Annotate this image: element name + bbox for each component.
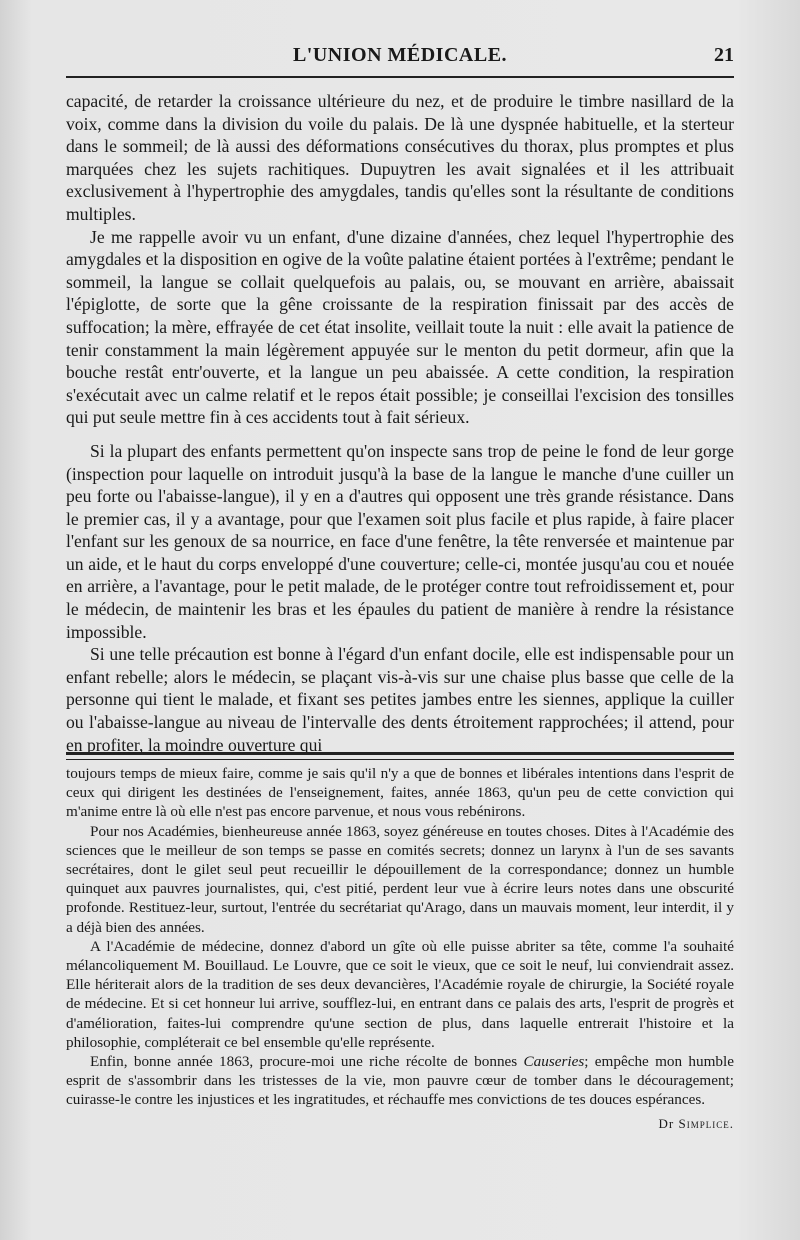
- main-paragraph: capacité, de retarder la croissance ultérieure du nez, et de produire le timbre nasillard de la voix, comme dans la division du voile du palais. De là une dyspnée habituelle, et la sterteur dans le sommeil; de là aussi des déformations consécutives du thorax, plus promptes et plus marquées chez les sujets rachitiques. Dupuytren les avait signalées et il les attribuait exclusivement à l'hypertrophie des amygdales, tandis qu'elles sont la résultante de conditions multiples.: [66, 91, 734, 224]
- main-paragraph: Si une telle précaution est bonne à l'égard d'un enfant docile, elle est indispensable pour un enfant rebelle; alors le médecin, se plaçant vis-à-vis sur une chaise plus basse que celle de la personne qui tient le malade, et fixant ses petites jambes entre les siennes, applique la cuiller ou l'abaisse-langue au niveau de l'intervalle des dents étroitement rapprochées; il attend, pour en profiter, la moindre ouverture qui: [66, 644, 734, 755]
- running-title: L'UNION MÉDICALE.: [292, 44, 508, 66]
- section-separator-rule: [66, 752, 734, 760]
- signature: [66, 1114, 734, 1133]
- main-paragraph: Je me rappelle avoir vu un enfant, d'une dizaine d'années, chez lequel l'hypertrophie des amygdales et la disposition en ogive de la voûte palatine étaient portées à l'extrême; pendant le sommeil, la langue se collait quelquefois au palais, ou, se mouvant en arrière, abaissait l'épiglotte, de sorte que la gêne croissante de la respiration finissait par des accès de suffocation; la mère, effrayée de cet état insolite, veillait toute la nuit : elle avait la patience de tenir constamment la main légèrement appuyée sur le menton du petit dormeur, afin que la bouche restât entr'ouverte, et la langue un peu abaissée. A cette condition, la respiration s'exécutait avec un calme relatif et le repos était possible; je conseillai l'excision des tonsilles qui put seule mettre fin à ces accidents tout à fait sérieux.: [66, 226, 734, 428]
- causeries-italic: Causeries: [523, 1053, 585, 1071]
- feuilleton-text: [66, 764, 734, 1133]
- page-number: 21: [714, 44, 734, 66]
- feuilleton-paragraph: [66, 1052, 734, 1110]
- feuilleton-text-run: Enfin, bonne année 1863, procure-moi une riche récolte de bonnes: [90, 1053, 524, 1071]
- feuilleton-paragraph: A l'Académie de médecine, donnez d'abord un gîte où elle puisse abriter sa tête, comme l'a souhaité mélancoliquement M. Bouillaud. Le Louvre, que ce soit le vieux, que ce soit le neuf, lui conviendrait assez. Elle hériterait alors de la tradition de ses deux devancières, l'Académie royale de chirurgie, la Société royale de médecine. Et si cet honneur lui arrive, soufflez-lui, en entrant dans ce palais des arts, l'esprit de progrès et d'amélioration, faites-lui comprendre qu'une section de plus, dans laquelle entrerait l'histoire et la philosophie, compléterait ce bel ensemble qu'elle représente.: [66, 937, 734, 1051]
- feuilleton-paragraph: Pour nos Académies, bienheureuse année 1863, soyez généreuse en toutes choses. Dites à l'Académie des sciences que le meilleur de son temps se passe en comités secrets; donnez un larynx à l'un de ses savants secrétaires, dont le gilet seul peut recueillir le dépouillement de la correspondance; donnez un humble quinquet aux pauvres journalistes, qui, c'est pitié, perdent leur vue à écrire leurs notes dans une obscurité profonde. Restituez-leur, surtout, l'entrée du secrétariat qu'Arago, dans un mauvais moment, leur interdit, il y a déjà bien des années.: [66, 822, 734, 936]
- header-rule: [66, 76, 734, 78]
- main-text: [66, 90, 734, 756]
- page-header: [66, 42, 734, 76]
- feuilleton-text-run: ; empêche mon humble esprit de s'assombrir dans les tristesses de la vie, mon pauvre cœur de tomber dans le découragement; cuirasse-le contre les injustices et les ingratitudes, et réchauffe mes convictions de tes douces espérances.: [66, 1053, 734, 1109]
- main-paragraph: Si la plupart des enfants permettent qu'on inspecte sans trop de peine le fond de leur gorge (inspection pour laquelle on introduit jusqu'à la base de la langue le manche d'une cuiller un peu forte ou l'abaisse-langue), il y en a d'autres qui opposent une très grande résistance. Dans le premier cas, il y a avantage, pour que l'examen soit plus facile et plus rapide, à faire placer l'enfant sur les genoux de sa nourrice, en face d'une fenêtre, la tête renversée et maintenue par un aide, et le haut du corps enveloppé d'une couverture; celle-ci, montée jusqu'au cou et nouée en arrière, a l'avantage, pour le petit malade, de le protéger contre tout refroidissement et, pour le médecin, de maintenir les bras et les épaules du patient de manière à rendre la résistance impossible.: [66, 440, 734, 642]
- signature-name: Simplice.: [678, 1115, 734, 1131]
- feuilleton-paragraph: toujours temps de mieux faire, comme je sais qu'il n'y a que de bonnes et libérales intentions dans l'esprit de ceux qui dirigent les destinées de l'enseignement, faites, année 1863, qu'un peu de cette conviction qui m'anime entre là où elle n'est pas encore parvenue, et nous vous rebénirons.: [66, 765, 734, 821]
- signature-prefix: Dr: [658, 1115, 675, 1131]
